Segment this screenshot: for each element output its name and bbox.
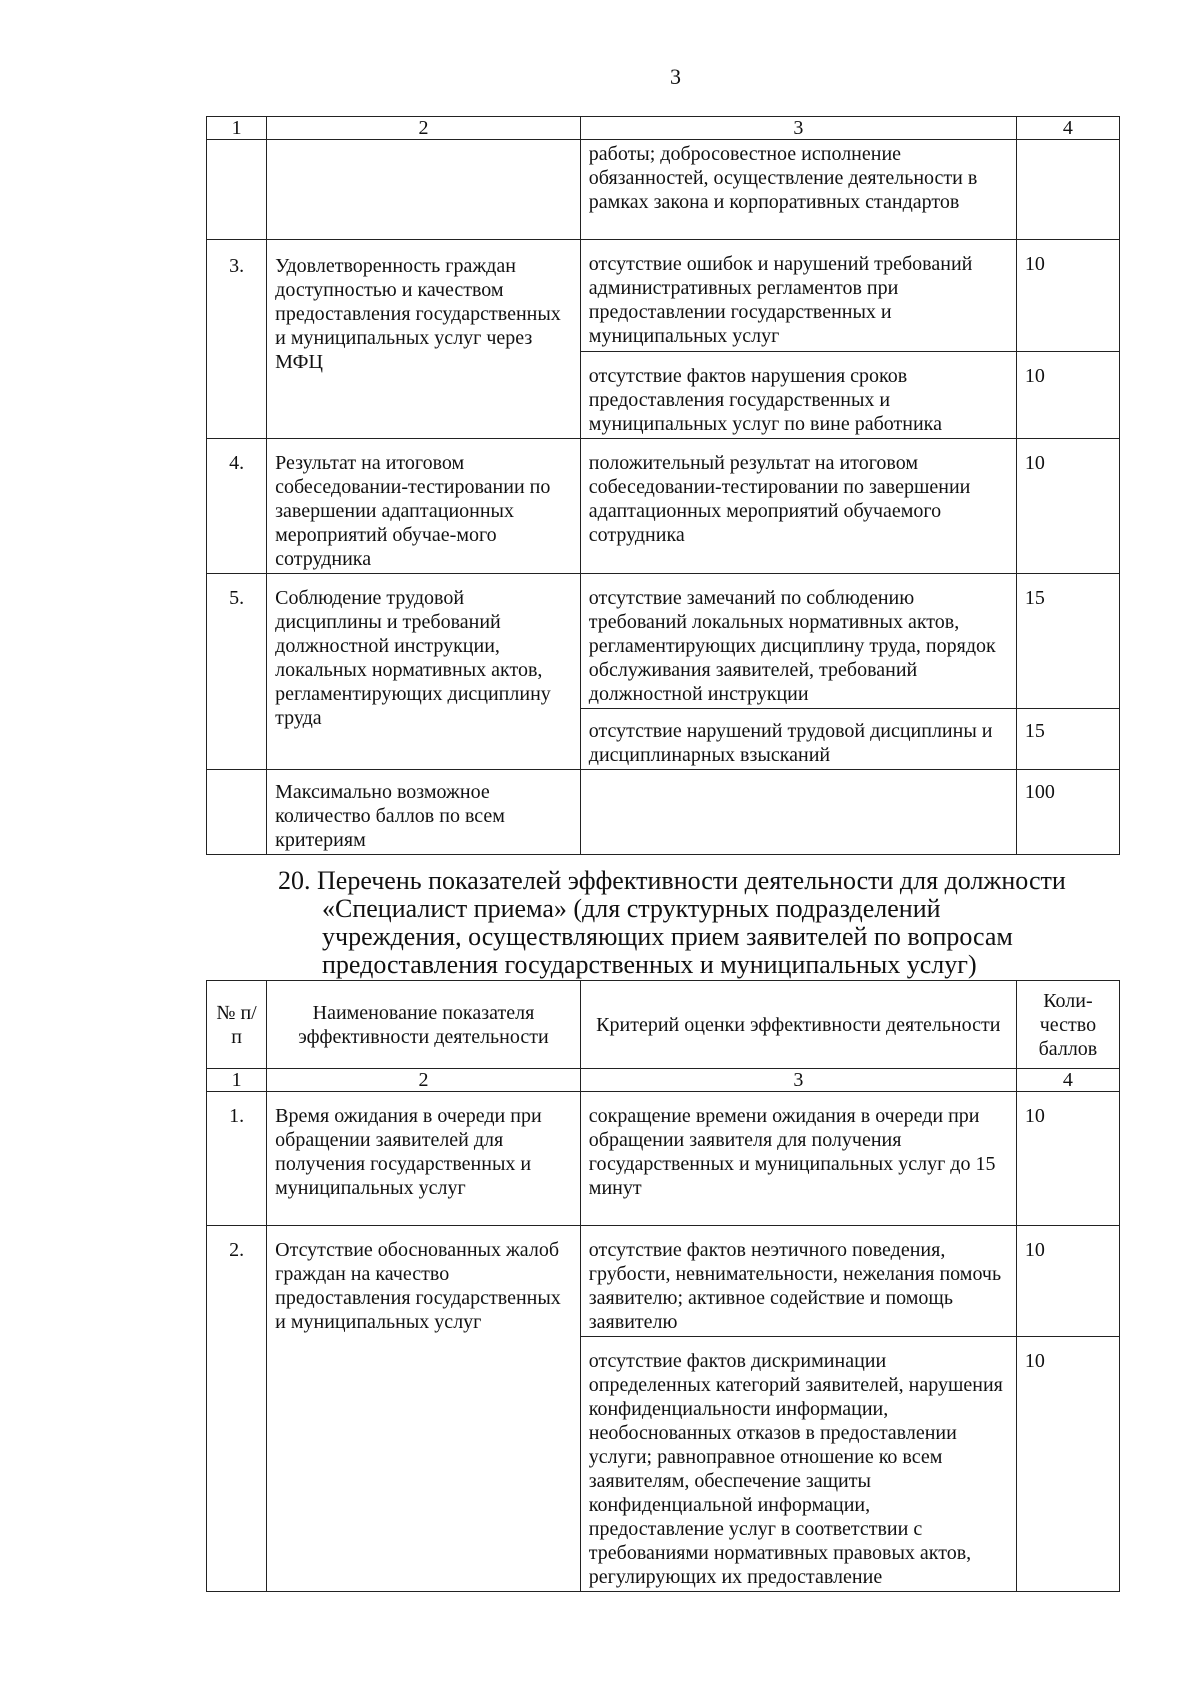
criterion-text: отсутствие замечаний по соблюдению требований локальных нормативных актов, регламентирующих дисциплину труда, порядок обслуживания заявителей, требований должностной инструкции: [580, 574, 1016, 709]
indicator-name: Удовлетворенность граждан доступностью и качеством предоставления государственных и муниципальных услуг через МФЦ: [267, 240, 581, 439]
section-20-heading: [278, 867, 1158, 979]
indicators-table-continued: [206, 116, 1120, 855]
total-label: Максимально возможное количество баллов по всем критериям: [267, 770, 581, 855]
table-row: [207, 1226, 1120, 1337]
total-points: 100: [1016, 770, 1119, 855]
row-number: 2.: [207, 1226, 267, 1592]
points: 15: [1016, 574, 1119, 709]
indicator-name: Результат на итоговом собеседовании-тестировании по завершении адаптационных мероприятий обучае-мого сотрудника: [267, 439, 581, 574]
indicator-name: Отсутствие обоснованных жалоб граждан на качество предоставления государственных и муниципальных услуг: [267, 1226, 581, 1592]
criterion-text: отсутствие фактов дискриминации определенных категорий заявителей, нарушения конфиденциальности информации, необоснованных отказов в предоставлении услуги; равноправное отношение ко всем заявителям, обеспечение защиты конфиденциальной информации, предоставление услуг в соответствии с требованиями нормативных правовых актов, регулирующих их предоставление: [580, 1337, 1016, 1592]
col-index-4: 4: [1016, 1069, 1119, 1092]
indicators-table-20: [206, 980, 1120, 1592]
heading-line: «Специалист приема» (для структурных подразделений: [322, 894, 941, 923]
col-index-3: 3: [580, 117, 1016, 140]
col-header-indicator: Наименование показателя эффективности деятельности: [267, 981, 581, 1069]
col-header-points: Коли-чество баллов: [1016, 981, 1119, 1069]
points: 10: [1016, 352, 1119, 439]
col-index-3: 3: [580, 1069, 1016, 1092]
table-index-row: [207, 1069, 1120, 1092]
row-number: 1.: [207, 1092, 267, 1226]
indicator-name: Время ожидания в очереди при обращении заявителей для получения государственных и муниципальных услуг: [267, 1092, 581, 1226]
points: 10: [1016, 439, 1119, 574]
col-header-number: № п/п: [207, 981, 267, 1069]
table-row: [207, 439, 1120, 574]
points: 10: [1016, 240, 1119, 352]
points: 15: [1016, 709, 1119, 770]
page-number: 3: [670, 64, 681, 89]
row-number: 3.: [207, 240, 267, 439]
indicator-name: Соблюдение трудовой дисциплины и требований должностной инструкции, локальных нормативных актов, регламентирующих дисциплину труда: [267, 574, 581, 770]
col-index-1: 1: [207, 117, 267, 140]
criterion-text: отсутствие фактов неэтичного поведения, грубости, невнимательности, нежелания помочь заявителю; активное содействие и помощь заявителю: [580, 1226, 1016, 1337]
heading-line: предоставления государственных и муниципальных услуг): [322, 950, 977, 979]
col-index-2: 2: [267, 117, 581, 140]
table-row: [207, 574, 1120, 709]
criterion-text: отсутствие нарушений трудовой дисциплины и дисциплинарных взысканий: [580, 709, 1016, 770]
table-row: [207, 240, 1120, 352]
points: 10: [1016, 1226, 1119, 1337]
criterion-text: положительный результат на итоговом собеседовании-тестировании по завершении адаптационных мероприятий обучаемого сотрудника: [580, 439, 1016, 574]
table-row: [207, 140, 1120, 240]
criterion-text: отсутствие ошибок и нарушений требований административных регламентов при предоставлении государственных и муниципальных услуг: [580, 240, 1016, 352]
row-number: 4.: [207, 439, 267, 574]
table-header-row: [207, 981, 1120, 1069]
table-row: [207, 1092, 1120, 1226]
criterion-text: работы; добросовестное исполнение обязанностей, осуществление деятельности в рамках закона и корпоративных стандартов: [580, 140, 1016, 240]
table-total-row: [207, 770, 1120, 855]
col-index-4: 4: [1016, 117, 1119, 140]
table-index-row: [207, 117, 1120, 140]
col-index-1: 1: [207, 1069, 267, 1092]
points: 10: [1016, 1337, 1119, 1592]
criterion-text: отсутствие фактов нарушения сроков предоставления государственных и муниципальных услуг по вине работника: [580, 352, 1016, 439]
col-index-2: 2: [267, 1069, 581, 1092]
row-number: 5.: [207, 574, 267, 770]
heading-line: 20. Перечень показателей эффективности деятельности для должности: [278, 866, 1066, 895]
col-header-criterion: Критерий оценки эффективности деятельности: [580, 981, 1016, 1069]
criterion-text: сокращение времени ожидания в очереди при обращении заявителя для получения государственных и муниципальных услуг до 15 минут: [580, 1092, 1016, 1226]
heading-line: учреждения, осуществляющих прием заявителей по вопросам: [322, 922, 1013, 951]
points: 10: [1016, 1092, 1119, 1226]
